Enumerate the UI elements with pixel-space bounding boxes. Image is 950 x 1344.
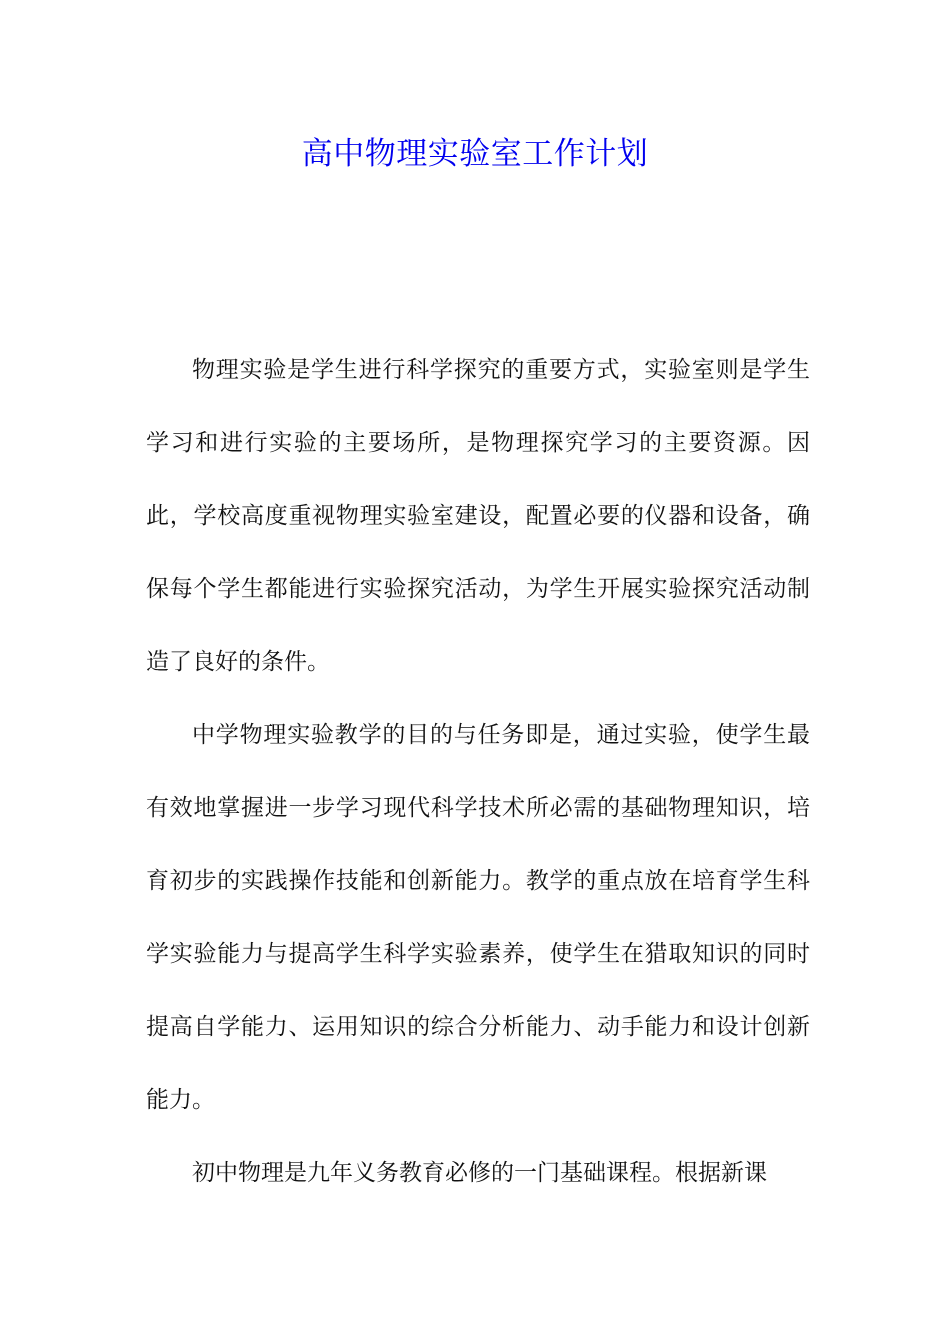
- paragraph-2: 中学物理实验教学的目的与任务即是，通过实验，使学生最有效地掌握进一步学习现代科学技术所必需的基础物理知识，培育初步的实践操作技能和创新能力。教学的重点放在培育学生科学实验能力与提高学生科学实验素养，使学生在猎取知识的同时提高自学能力、运用知识的综合分析能力、动手能力和设计创新能力。: [146, 722, 810, 1113]
- document-body: [146, 334, 810, 1210]
- document-title: 高中物理实验室工作计划: [301, 136, 649, 172]
- paragraph-3: 初中物理是九年义务教育必修的一门基础课程。根据新课: [192, 1160, 767, 1186]
- paragraph-1: 物理实验是学生进行科学探究的重要方式，实验室则是学生学习和进行实验的主要场所，是物理探究学习的主要资源。因此，学校高度重视物理实验室建设，配置必要的仪器和设备，确保每个学生都能进行实验探究活动，为学生开展实验探究活动制造了良好的条件。: [146, 357, 810, 675]
